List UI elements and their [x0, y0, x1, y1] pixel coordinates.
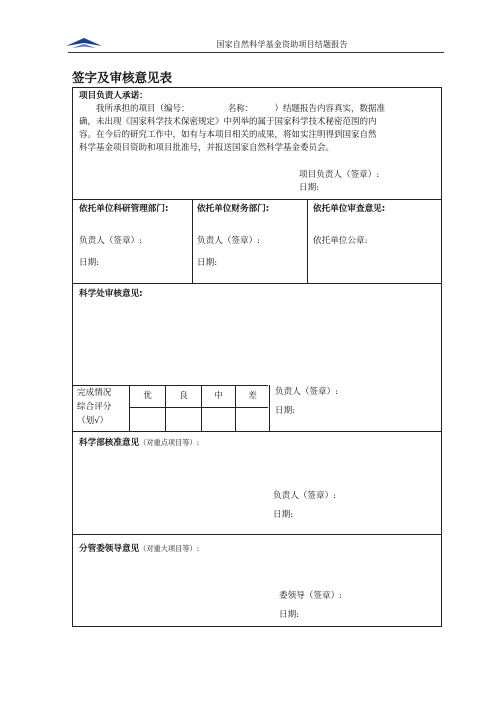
commitment-line-2: 确，未出现《国家科学技术保密规定》中列举的属于国家科学技术秘密范围的内 [79, 117, 377, 127]
finance-dept-date[interactable]: 日期: [197, 258, 218, 268]
divider [73, 199, 441, 200]
division-signature[interactable]: 负责人（签章）: [273, 491, 337, 501]
commitment-heading: 项目负责人承诺： [79, 91, 148, 101]
commitment-signature[interactable]: 项目负责人（签章）: [299, 170, 380, 180]
leader-date[interactable]: 日期: [279, 610, 300, 620]
research-dept-heading: 依托单位科研管理部门: [79, 204, 169, 214]
page-title: 签字及审核意见表 [72, 70, 173, 85]
grade-excellent: 优 [143, 391, 152, 401]
commitment-line-1: 我所承担的项目（编号： 名称： ）结题报告内容真实，数据准 [96, 104, 386, 114]
grade-checkbox-fair[interactable] [202, 408, 235, 430]
grade-fair: 中 [214, 391, 223, 401]
divider [73, 283, 441, 284]
commitment-date[interactable]: 日期: [299, 183, 320, 193]
grade-poor: 差 [248, 391, 257, 401]
division-approval-heading: 科学部核准意见（对重点项目等）: [79, 438, 200, 448]
commitment-line-3: 容。在今后的研究工作中，如有与本项目相关的成果，将如实注明得到国家自然 [79, 130, 377, 140]
leader-opinion-heading: 分管委领导意见（对重大项目等）: [79, 544, 200, 554]
header-title: 国家自然科学基金资助项目结题报告 [216, 40, 348, 49]
rating-label-line-3: （划√） [77, 416, 109, 426]
science-dept-signature[interactable]: 负责人（签章）: [275, 387, 339, 397]
institution-seal[interactable]: 依托单位公章: [313, 236, 368, 246]
grade-checkbox-poor[interactable] [236, 408, 269, 430]
nsfc-logo-icon [64, 34, 104, 52]
divider [73, 534, 441, 535]
grade-checkbox-excellent[interactable] [130, 408, 165, 430]
division-date[interactable]: 日期: [273, 510, 294, 520]
science-dept-heading: 科学处审核意见: [79, 289, 143, 299]
header-divider [68, 52, 444, 53]
divider [73, 431, 441, 432]
research-dept-signature[interactable]: 负责人（签章）: [79, 236, 143, 246]
rating-label-line-2: 综合评分 [77, 402, 112, 412]
rating-label-line-1: 完成情况 [77, 388, 112, 398]
signature-review-form [72, 87, 442, 627]
finance-dept-heading: 依托单位财务部门: [197, 204, 270, 214]
leader-signature[interactable]: 委领导（签章）: [279, 591, 343, 601]
grade-good: 良 [179, 391, 188, 401]
finance-dept-signature[interactable]: 负责人（签章）: [197, 236, 261, 246]
grade-checkbox-good[interactable] [166, 408, 201, 430]
institution-review-heading: 依托单位审查意见: [313, 204, 386, 214]
science-dept-date[interactable]: 日期: [275, 406, 296, 416]
research-dept-date[interactable]: 日期: [79, 258, 100, 268]
commitment-line-4: 科学基金项目资助和项目批准号，并报送国家自然科学基金委员会。 [79, 143, 335, 153]
